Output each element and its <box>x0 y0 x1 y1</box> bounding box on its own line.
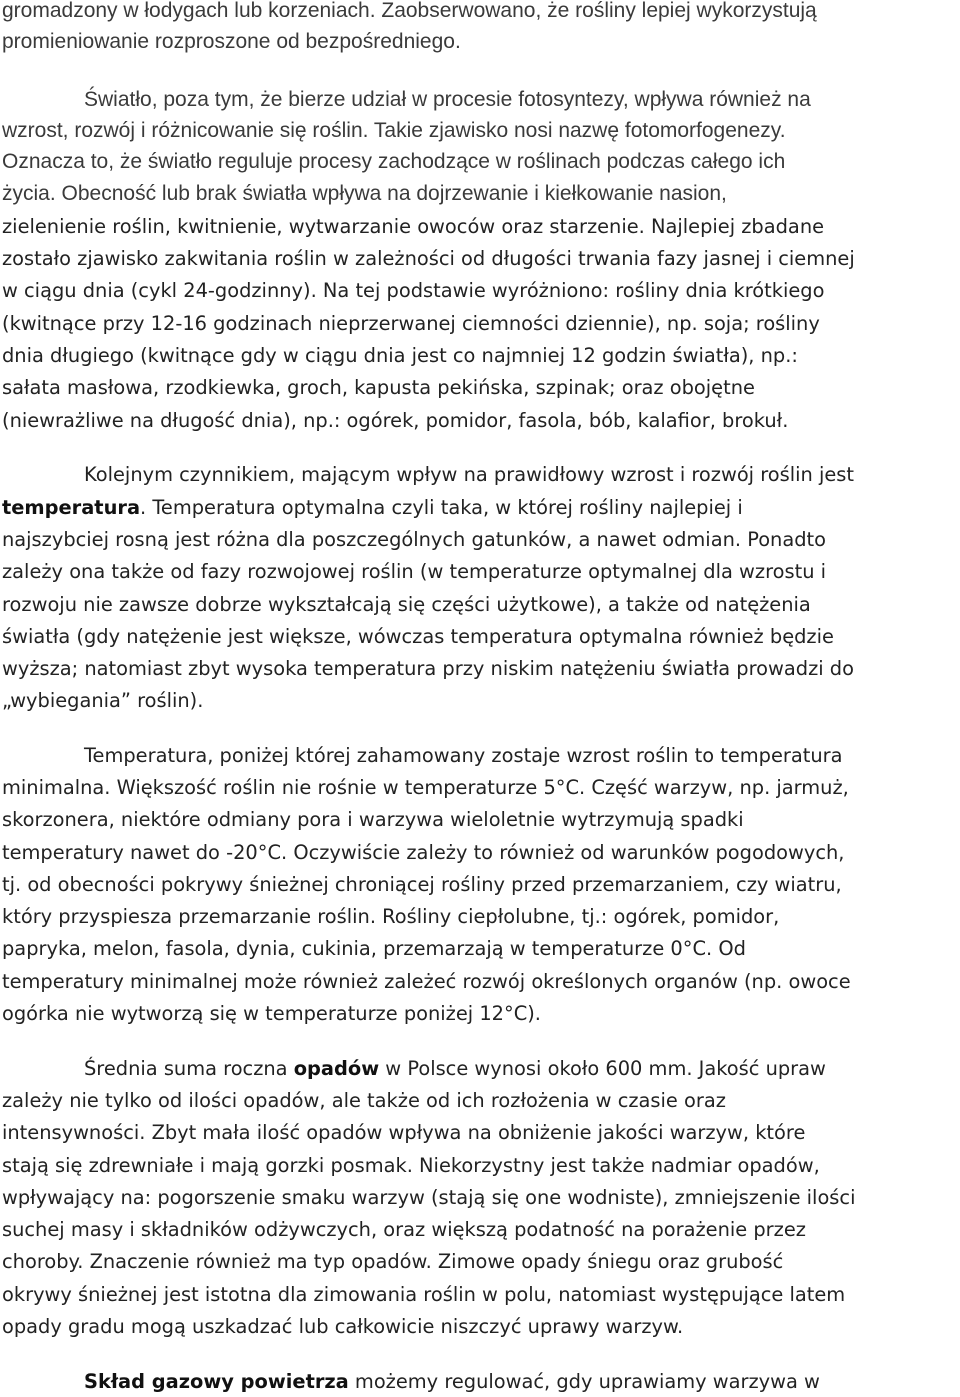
text-line: „wybiegania” roślin). <box>2 689 204 712</box>
text-line: minimalna. Większość roślin nie rośnie w temperaturze 5°C. Część warzyw, np. jarmuż, <box>2 776 849 799</box>
text-line: wzrost, rozwój i różnicowanie się roślin. Takie zjawisko nosi nazwę fotomorfogenezy. <box>2 119 786 142</box>
text-line: choroby. Znaczenie również ma typ opadów. Zimowe opady śniegu oraz grubość <box>2 1250 784 1273</box>
text-line: zostało zjawisko zakwitania roślin w zależności od długości trwania fazy jasnej i ciemnej <box>2 247 855 270</box>
keyword-sklad-gazowy: Skład gazowy powietrza <box>84 1370 349 1393</box>
text-fragment: Średnia suma roczna <box>84 1057 294 1080</box>
text-line: intensywności. Zbyt mała ilość opadów wpływa na obniżenie jakości warzyw, które <box>2 1121 806 1144</box>
text-line: tj. od obecności pokrywy śnieżnej chroniącej rośliny przed przemarzaniem, czy wiatru, <box>2 873 842 896</box>
text-line: ogórka nie wytworzą się w temperaturze poniżej 12°C). <box>2 1002 541 1025</box>
text-line: wpływający na: pogorszenie smaku warzyw (stają się one wodniste), zmniejszenie ilości <box>2 1186 856 1209</box>
text-line <box>84 1369 820 1395</box>
keyword-opadow: opadów <box>293 1057 380 1080</box>
text-fragment: w Polsce wynosi około 600 mm. Jakość upraw <box>379 1057 826 1080</box>
text-line: opady gradu mogą uszkadzać lub całkowicie niszczyć uprawy warzyw. <box>2 1315 684 1338</box>
keyword-temperatura: temperatura <box>2 496 141 519</box>
text-line: najszybciej rosną jest różna dla poszczególnych gatunków, a nawet odmian. Ponadto <box>2 528 827 551</box>
text-line: wyższa; natomiast zbyt wysoka temperatura przy niskim natężeniu światła prowadzi do <box>2 657 854 680</box>
text-line: Oznacza to, że światło reguluje procesy zachodzące w roślinach podczas całego ich <box>2 150 786 173</box>
text-line: Kolejnym czynnikiem, mającym wpływ na prawidłowy wzrost i rozwój roślin jest <box>84 463 855 486</box>
text-line: zależy ona także od fazy rozwojowej roślin (w temperaturze optymalnej dla wzrostu i <box>2 560 827 583</box>
text-line: zielenienie roślin, kwitnienie, wytwarzanie owoców oraz starzenie. Najlepiej zbadane <box>2 215 825 238</box>
text-line: światła (gdy natężenie jest większe, wówczas temperatura optymalna również będzie <box>2 625 834 648</box>
text-line: okrywy śnieżnej jest istotna dla zimowania roślin w polu, natomiast występujące latem <box>2 1283 846 1306</box>
text-line: (kwitnące przy 12-16 godzinach nieprzerwanej ciemności dziennie), np. soja; rośliny <box>2 312 820 335</box>
text-line: Temperatura, poniżej której zahamowany zostaje wzrost roślin to temperatura <box>84 744 843 767</box>
text-fragment: . Temperatura optymalna czyli taka, w której rośliny najlepiej i <box>140 496 743 519</box>
text-line <box>84 1056 826 1082</box>
text-line: Światło, poza tym, że bierze udział w procesie fotosyntezy, wpływa również na <box>84 88 811 111</box>
text-line: suchej masy i składników odżywczych, oraz większą podatność na porażenie przez <box>2 1218 806 1241</box>
text-line: zależy nie tylko od ilości opadów, ale także od ich rozłożenia w czasie oraz <box>2 1089 726 1112</box>
text-line: (niewrażliwe na długość dnia), np.: ogórek, pomidor, fasola, bób, kalafior, brokuł. <box>2 409 789 432</box>
text-line: temperatury nawet do -20°C. Oczywiście zależy to również od warunków pogodowych, <box>2 841 845 864</box>
text-fragment: możemy regulować, gdy uprawiamy warzywa w <box>348 1370 820 1393</box>
text-line: sałata masłowa, rzodkiewka, groch, kapusta pekińska, szpinak; oraz obojętne <box>2 376 755 399</box>
text-line: temperatury minimalnej może również zależeć rozwój określonych organów (np. owoce <box>2 970 851 993</box>
text-line: w ciągu dnia (cykl 24-godzinny). Na tej podstawie wyróżniono: rośliny dnia krótkiego <box>2 279 825 302</box>
text-line: który przyspiesza przemarzanie roślin. Rośliny ciepłolubne, tj.: ogórek, pomidor, <box>2 905 780 928</box>
text-line: skorzonera, niektóre odmiany pora i warzywa wieloletnie wytrzymują spadki <box>2 808 744 831</box>
text-line: dnia długiego (kwitnące gdy w ciągu dnia jest co najmniej 12 godzin światła), np.: <box>2 344 798 367</box>
text-line: gromadzony w łodygach lub korzeniach. Zaobserwowano, że rośliny lepiej wykorzystują <box>2 0 817 22</box>
text-line <box>2 495 743 521</box>
text-line: życia. Obecność lub brak światła wpływa na dojrzewanie i kiełkowanie nasion, <box>2 182 727 205</box>
text-line: promieniowanie rozproszone od bezpośredniego. <box>2 30 461 53</box>
text-line: papryka, melon, fasola, dynia, cukinia, przemarzają w temperaturze 0°C. Od <box>2 937 746 960</box>
text-line: stają się zdrewniałe i mają gorzki posmak. Niekorzystny jest także nadmiar opadów, <box>2 1154 820 1177</box>
text-line: rozwoju nie zawsze dobrze wykształcają się części użytkowe), a także od natężenia <box>2 593 811 616</box>
